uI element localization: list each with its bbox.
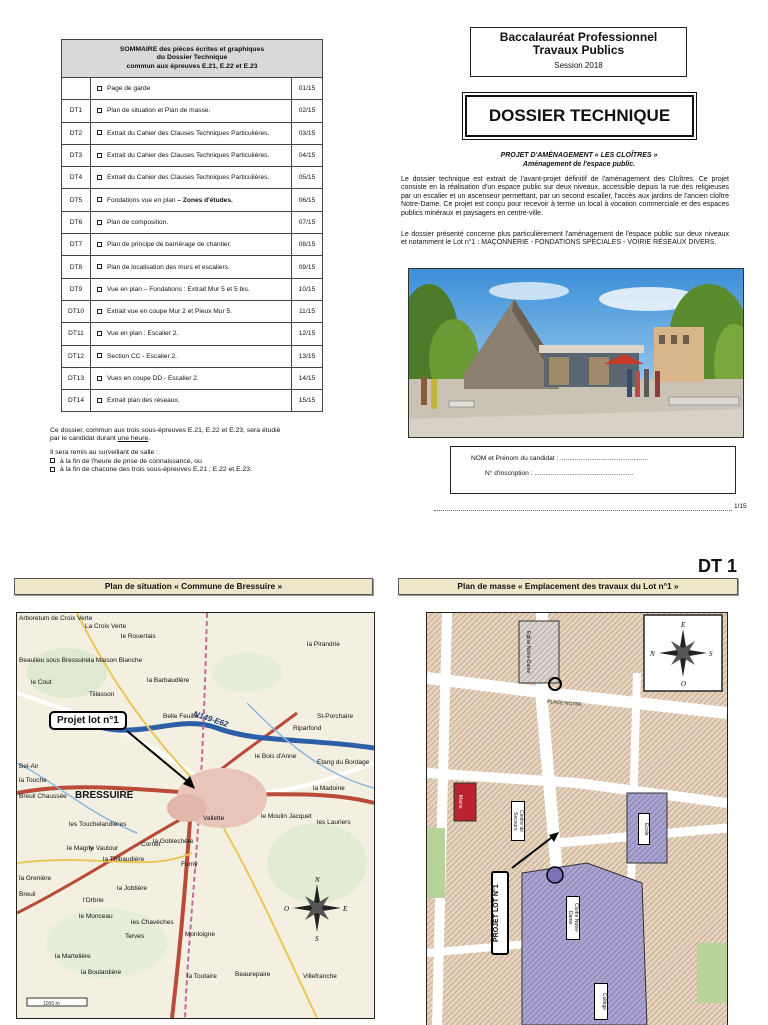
- svg-text:S: S: [315, 935, 319, 943]
- svg-text:O: O: [284, 905, 290, 913]
- sommaire-title-line2: du Dossier Technique: [156, 54, 228, 62]
- sommaire-row-title-text: Extrait vue en coupe Mur 2 et Pieux Mur 5.: [107, 308, 232, 316]
- sommaire-row-title-text: Plan de situation et Plan de masse.: [107, 107, 211, 115]
- note-line1: Ce dossier, commun aux trois sous-épreuves E.21, E.22 et E.23, sera étudié: [50, 427, 281, 434]
- map-place-label: Belle Feuille: [163, 713, 199, 720]
- sommaire-row: [62, 278, 323, 300]
- sommaire-row-title: [91, 234, 292, 256]
- map-place-label: la Boulardière: [81, 969, 122, 976]
- checkbox-icon: [97, 398, 102, 403]
- sommaire-row-title: [91, 345, 292, 367]
- map-place-label: Terves: [125, 933, 145, 940]
- dossier-technique-title: DOSSIER TECHNIQUE: [465, 95, 694, 137]
- map-place-label: la Pirandrie: [307, 641, 340, 648]
- sommaire-row-code: DT14: [62, 390, 91, 412]
- sommaire-row-code: DT2: [62, 122, 91, 144]
- checkbox-icon: [97, 175, 102, 180]
- exam-title: Baccalauréat Professionnel: [499, 30, 658, 44]
- map-place-label: la Martelière: [55, 953, 91, 960]
- sommaire-row-title: [91, 323, 292, 345]
- rendering-illustration: [409, 269, 743, 437]
- map-place-label: Riparfond: [293, 725, 322, 732]
- map-place-label: Monloigne: [185, 931, 215, 938]
- sommaire-row-title-text: Extrait plan des réseaux.: [107, 397, 180, 405]
- sommaire-row-code: DT3: [62, 144, 91, 166]
- map-place-label: le Rouertais: [121, 633, 156, 640]
- sommaire-row-title: [91, 189, 292, 211]
- projet-title: [420, 152, 738, 169]
- map-place-label: la Jobtière: [117, 885, 147, 892]
- map-place-label: Beaulieu sous Bressuire: [19, 657, 90, 664]
- sommaire-row: [62, 167, 323, 189]
- map-place-label: le Vautour: [89, 845, 119, 852]
- sommaire-row: [62, 100, 323, 122]
- project-rendering-image: [408, 268, 744, 438]
- sommaire-title-line1: SOMMAIRE des pièces écrites et graphiques: [119, 45, 265, 53]
- projet-lot-masse-callout: PROJET LOT N°1: [491, 871, 509, 955]
- checkbox-icon: [97, 130, 102, 135]
- sommaire-row: [62, 300, 323, 322]
- sommaire-row-title-text: Fondations vue en plan: [107, 196, 176, 204]
- banner-plan-situation: Plan de situation « Commune de Bressuire »: [14, 578, 373, 595]
- map-place-label: la Barbaudière: [147, 677, 190, 684]
- sommaire-row-title: [91, 167, 292, 189]
- sommaire-row-page: 15/15: [292, 390, 323, 412]
- map-place-label: l'Orbrie: [83, 897, 104, 904]
- projet-title-line1: PROJET D'AMÉNAGEMENT « LES CLOÎTRES »: [500, 152, 658, 159]
- bressuire-label: BRESSUIRE: [75, 790, 134, 801]
- sommaire-row: [62, 390, 323, 412]
- sommaire-row-code: DT11: [62, 323, 91, 345]
- sommaire-row-title: [91, 300, 292, 322]
- map-place-label: le Cout: [31, 679, 52, 686]
- sommaire-row-page: 03/15: [292, 122, 323, 144]
- sommaire-row: [62, 189, 323, 211]
- checkbox-icon: [97, 220, 102, 225]
- sommaire-row-title-text: Vue en plan : Escalier 2.: [107, 330, 179, 338]
- map-place-label: le Bois d'Anne: [255, 753, 297, 760]
- mairie-label: Mairie: [457, 795, 463, 809]
- sommaire-row-code: DT10: [62, 300, 91, 322]
- projet-title-line2: Aménagement de l'espace public.: [522, 160, 636, 168]
- svg-text:E: E: [343, 905, 348, 913]
- checkbox-icon: [97, 242, 102, 247]
- place-notre-label: PLACE NOTRE: [546, 699, 583, 709]
- svg-text:O: O: [681, 680, 687, 688]
- sommaire-row-page: 14/15: [292, 367, 323, 389]
- sommaire-row-page: 10/15: [292, 278, 323, 300]
- dossier-note: [50, 427, 320, 474]
- sommaire-row-code: [62, 78, 91, 100]
- sommaire-row-page: 13/15: [292, 345, 323, 367]
- candidat-box: [450, 446, 736, 494]
- checkbox-icon: [97, 331, 102, 336]
- centre-secours-label: Centre de Secours: [511, 801, 525, 841]
- sommaire-row: [62, 256, 323, 278]
- projet-lot-callout: Projet lot n°1: [49, 711, 127, 730]
- map-place-label: Vallette: [203, 815, 225, 822]
- sommaire-row-title: [91, 278, 292, 300]
- plan-situation-map: [16, 612, 375, 1019]
- checkbox-icon: [97, 287, 102, 292]
- sommaire-row: [62, 367, 323, 389]
- sommaire-row-page: 12/15: [292, 323, 323, 345]
- sommaire-row-code: DT9: [62, 278, 91, 300]
- sommaire-row-title: [91, 390, 292, 412]
- sommaire-row-title-text: Plan de localisation des murs et escaliers.: [107, 263, 230, 271]
- map-place-label: la Thibaudière: [103, 856, 145, 863]
- sommaire-row-title-text: Extrait du Cahier des Clauses Techniques Particulières.: [107, 152, 270, 160]
- sommaire-row-title: [91, 144, 292, 166]
- map-place-label: Arboretum de Croix Verte: [19, 615, 93, 622]
- map-place-label: la Madoine: [313, 785, 345, 792]
- sommaire-row-code: DT12: [62, 345, 91, 367]
- map-place-label: le Moulin Jacquet: [261, 813, 312, 820]
- sommaire-row: [62, 144, 323, 166]
- sommaire-row: [62, 211, 323, 233]
- sommaire-row-page: 11/15: [292, 300, 323, 322]
- sommaire-row-code: DT6: [62, 211, 91, 233]
- sommaire-row: [62, 345, 323, 367]
- svg-text:N: N: [650, 650, 655, 658]
- plan-masse-map: [426, 612, 728, 1025]
- sommaire-row-page: 08/15: [292, 234, 323, 256]
- sommaire-row: [62, 122, 323, 144]
- note-bullet2: à la fin de chacune des trois sous-épreuves E.21 ; E.22 et E.23.: [50, 466, 320, 474]
- sommaire-row-title-text: Vue en plan – Fondations : Extrait Mur 5 et 5 bis.: [107, 285, 250, 293]
- sommaire-row-page: 05/15: [292, 167, 323, 189]
- sommaire-row-title-text: Page de garde: [107, 85, 151, 93]
- checkbox-icon: [97, 197, 102, 202]
- map-place-label: les Touchelandières: [69, 821, 127, 828]
- sommaire-row-title: [91, 122, 292, 144]
- sommaire-table: [61, 39, 323, 412]
- sommaire-row-page: 02/15: [292, 100, 323, 122]
- map-place-label: Beaurepaire: [235, 971, 271, 978]
- college-label: Collège: [594, 983, 608, 1020]
- map-place-label: Breuil Chaussée: [19, 793, 67, 800]
- map-place-label: Furny: [181, 861, 198, 868]
- sommaire-row-title: [91, 367, 292, 389]
- sommaire-row-title-bold: – Zones d'études.: [175, 196, 233, 204]
- sommaire-row-page: 07/15: [292, 211, 323, 233]
- candidat-nom-field[interactable]: NOM et Prénom du candidat : ................................................: [471, 455, 648, 462]
- checkbox-icon: [97, 86, 102, 91]
- scale-label: 1000 m: [43, 1001, 60, 1007]
- map-place-label: le Magny: [67, 845, 94, 852]
- sommaire-row-title: [91, 78, 292, 100]
- sommaire-row-page: 01/15: [292, 78, 323, 100]
- map-place-label: Tillasson: [89, 691, 115, 698]
- exam-header-box: [470, 27, 687, 77]
- checkbox-icon: [50, 458, 55, 463]
- map-place-label: la Grenière: [19, 875, 52, 882]
- sommaire-header-cell: [62, 40, 323, 78]
- sommaire-row-title: [91, 100, 292, 122]
- sommaire-row-title-text: Section CC - Escalier 2.: [107, 352, 177, 360]
- page-footer-line: [434, 510, 732, 511]
- map-place-label: le Monceau: [79, 913, 113, 920]
- map-place-label: la Toutaire: [187, 973, 217, 980]
- sommaire-row-code: DT1: [62, 100, 91, 122]
- checkbox-icon: [97, 309, 102, 314]
- lot-paragraph: Le dossier présenté concerne plus particulièrement l'aménagement de l'espace public sur deux niveaux et notamment le Lot n°1 : MAÇONNERIE - FONDATIONS SPÉCIALES - VOIRIE RÉSEAUX DIVERS.: [401, 231, 729, 247]
- sommaire-row-title-text: Plan de principe de barriérage de chantier.: [107, 241, 232, 249]
- map-place-label: La Croix Verte: [85, 623, 127, 630]
- map-place-label: Etang du Bordage: [317, 759, 370, 766]
- sommaire-row-title: [91, 211, 292, 233]
- note-line3: Il sera remis au surveillant de salle :: [50, 449, 159, 457]
- svg-text:N: N: [315, 876, 320, 884]
- candidat-inscription-field[interactable]: N° d'inscription : ......................................................: [485, 470, 634, 477]
- eglise-label: Eglise Notre-Dame: [525, 631, 531, 674]
- map-place-label: Cornet: [141, 841, 161, 848]
- checkbox-icon: [97, 353, 102, 358]
- sommaire-row-code: DT7: [62, 234, 91, 256]
- page-number: 1/15: [734, 503, 747, 510]
- map-place-label: St-Porchaire: [317, 713, 354, 720]
- svg-text:E: E: [681, 621, 686, 629]
- checkbox-icon: [97, 108, 102, 113]
- sommaire-row-page: 04/15: [292, 144, 323, 166]
- sommaire-row: [62, 323, 323, 345]
- note-line2: par le candidat durant une heure.: [50, 435, 151, 443]
- sommaire-row-title-text: Vues en coupe DD - Escalier 2.: [107, 375, 199, 382]
- ecole-label: Ecole: [638, 813, 650, 845]
- map-place-label: la Maison Blanche: [89, 657, 143, 664]
- map-place-label: Breuil: [19, 891, 36, 898]
- checkbox-icon: [97, 153, 102, 158]
- map-place-label: les Lauriers: [317, 819, 351, 826]
- note-bullet1: à la fin de l'heure de prise de connaissance, ou: [50, 458, 320, 466]
- map-place-label: Bel-Air: [19, 763, 39, 770]
- checkbox-icon: [97, 376, 102, 381]
- exam-session: Session 2018: [554, 61, 603, 70]
- exam-subtitle: Travaux Publics: [532, 43, 625, 57]
- map-place-label: la Touche: [19, 777, 47, 784]
- checkbox-icon: [50, 467, 55, 472]
- sommaire-header: [62, 40, 323, 78]
- sommaire-row-title-text: Extrait du Cahier des Clauses Techniques Particulières.: [107, 129, 270, 137]
- sommaire-row-code: DT5: [62, 189, 91, 211]
- sommaire-row-code: DT8: [62, 256, 91, 278]
- checkbox-icon: [97, 264, 102, 269]
- sommaire-row-title-text: Extrait du Cahier des Clauses Techniques Particulières.: [107, 174, 270, 182]
- sommaire-row: [62, 234, 323, 256]
- dt1-label: DT 1: [698, 556, 738, 576]
- cloitre-label: Cloitre Notre-Dame: [566, 896, 580, 940]
- sommaire-row-title: [91, 256, 292, 278]
- sommaire-row-code: DT4: [62, 167, 91, 189]
- sommaire-rows: [62, 78, 323, 412]
- sommaire-row-title-text: Plan de composition.: [107, 218, 169, 226]
- masse-map-drawing: [427, 613, 727, 1025]
- intro-paragraph: Le dossier technique est extrait de l'avant-projet définitif de l'aménagement des Cloîtres. Ce projet consiste en la réalisation d'un espace public sur deux niveaux, accessible depuis la rue des religieuses par un escalier et un ascenseur permettant, par un second escalier, l'accès aux jardins de l'ancien cloître Notre-Dame. Ce projet est conçu pour recevoir à terme un local à vocation commerciale et des espaces publics minéraux et paysagers en centre-ville.: [401, 176, 729, 217]
- sommaire-row: [62, 78, 323, 100]
- banner-plan-masse: Plan de masse « Emplacement des travaux du Lot n°1 »: [398, 578, 738, 595]
- map-place-label: Villefranche: [303, 973, 337, 980]
- svg-text:S: S: [709, 650, 713, 658]
- sommaire-row-page: 06/15: [292, 189, 323, 211]
- sommaire-row-page: 09/15: [292, 256, 323, 278]
- sommaire-title-line3: commun aux épreuves E.21, E.22 et E.23: [126, 62, 258, 70]
- sommaire-row-code: DT13: [62, 367, 91, 389]
- map-place-label: la Goblechère: [153, 838, 194, 845]
- road-label-n149: N149-E62: [192, 709, 230, 730]
- map-place-label: les Chavèches: [131, 919, 174, 926]
